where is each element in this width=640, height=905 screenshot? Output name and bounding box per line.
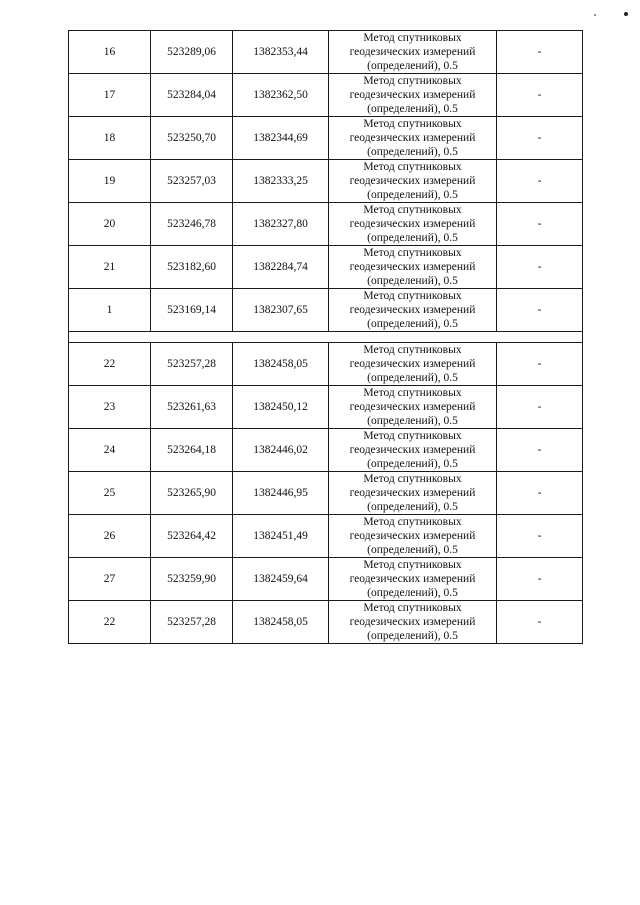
method-line: (определений), 0.5: [367, 232, 458, 244]
table-row: [69, 472, 583, 515]
table-row: [69, 246, 583, 289]
point-number-cell: 18: [69, 117, 151, 160]
method-cell: [329, 386, 497, 429]
method-cell: [329, 246, 497, 289]
table-row: [69, 203, 583, 246]
y-coordinate-cell: 1382362,50: [233, 74, 329, 117]
method-cell: [329, 472, 497, 515]
point-number-cell: 24: [69, 429, 151, 472]
method-line: (определений), 0.5: [367, 630, 458, 642]
method-line: геодезических измерений: [349, 132, 476, 144]
point-number-cell: 21: [69, 246, 151, 289]
method-line: геодезических измерений: [349, 530, 476, 542]
method-line: геодезических измерений: [349, 218, 476, 230]
method-line: геодезических измерений: [349, 444, 476, 456]
y-coordinate-cell: 1382450,12: [233, 386, 329, 429]
y-coordinate-cell: 1382446,95: [233, 472, 329, 515]
note-cell: -: [497, 558, 583, 601]
method-line: геодезических измерений: [349, 304, 476, 316]
y-coordinate-cell: 1382333,25: [233, 160, 329, 203]
table-row: [69, 558, 583, 601]
x-coordinate-cell: 523169,14: [151, 289, 233, 332]
scan-speck: [624, 12, 628, 16]
point-number-cell: 23: [69, 386, 151, 429]
y-coordinate-cell: 1382451,49: [233, 515, 329, 558]
y-coordinate-cell: 1382284,74: [233, 246, 329, 289]
x-coordinate-cell: 523265,90: [151, 472, 233, 515]
method-line: Метод спутниковых: [363, 516, 462, 528]
method-line: Метод спутниковых: [363, 118, 462, 130]
method-line: Метод спутниковых: [363, 602, 462, 614]
x-coordinate-cell: 523259,90: [151, 558, 233, 601]
method-line: геодезических измерений: [349, 616, 476, 628]
note-cell: -: [497, 117, 583, 160]
method-line: (определений), 0.5: [367, 275, 458, 287]
point-number-cell: 20: [69, 203, 151, 246]
method-line: (определений), 0.5: [367, 415, 458, 427]
note-cell: -: [497, 429, 583, 472]
x-coordinate-cell: 523257,28: [151, 343, 233, 386]
note-cell: -: [497, 289, 583, 332]
note-cell: -: [497, 203, 583, 246]
method-cell: [329, 343, 497, 386]
method-line: геодезических измерений: [349, 261, 476, 273]
note-cell: -: [497, 74, 583, 117]
table-row: [69, 31, 583, 74]
note-cell: -: [497, 31, 583, 74]
y-coordinate-cell: 1382458,05: [233, 343, 329, 386]
method-line: Метод спутниковых: [363, 75, 462, 87]
point-number-cell: 22: [69, 601, 151, 644]
method-line: Метод спутниковых: [363, 204, 462, 216]
x-coordinate-cell: 523246,78: [151, 203, 233, 246]
point-number-cell: 26: [69, 515, 151, 558]
method-cell: [329, 515, 497, 558]
method-line: геодезических измерений: [349, 175, 476, 187]
note-cell: -: [497, 246, 583, 289]
table-row: [69, 429, 583, 472]
method-line: Метод спутниковых: [363, 290, 462, 302]
point-number-cell: 16: [69, 31, 151, 74]
note-cell: -: [497, 386, 583, 429]
table-row: [69, 74, 583, 117]
point-number-cell: 22: [69, 343, 151, 386]
x-coordinate-cell: 523257,03: [151, 160, 233, 203]
note-cell: -: [497, 515, 583, 558]
method-cell: [329, 74, 497, 117]
method-line: (определений), 0.5: [367, 146, 458, 158]
x-coordinate-cell: 523264,18: [151, 429, 233, 472]
method-line: Метод спутниковых: [363, 559, 462, 571]
y-coordinate-cell: 1382446,02: [233, 429, 329, 472]
method-line: геодезических измерений: [349, 46, 476, 58]
point-number-cell: 19: [69, 160, 151, 203]
x-coordinate-cell: 523284,04: [151, 74, 233, 117]
y-coordinate-cell: 1382458,05: [233, 601, 329, 644]
method-cell: [329, 160, 497, 203]
y-coordinate-cell: 1382459,64: [233, 558, 329, 601]
method-line: (определений), 0.5: [367, 587, 458, 599]
x-coordinate-cell: 523182,60: [151, 246, 233, 289]
table-row: [69, 289, 583, 332]
method-cell: [329, 558, 497, 601]
y-coordinate-cell: 1382327,80: [233, 203, 329, 246]
method-line: (определений), 0.5: [367, 60, 458, 72]
method-line: Метод спутниковых: [363, 32, 462, 44]
method-line: (определений), 0.5: [367, 189, 458, 201]
note-cell: -: [497, 160, 583, 203]
method-line: геодезических измерений: [349, 487, 476, 499]
separator-cell: [69, 332, 583, 343]
note-cell: -: [497, 601, 583, 644]
table-row: [69, 601, 583, 644]
table-row: [69, 160, 583, 203]
coordinates-table-body: [69, 31, 583, 644]
coordinates-table: [68, 30, 583, 644]
method-line: (определений), 0.5: [367, 544, 458, 556]
method-line: (определений), 0.5: [367, 501, 458, 513]
method-line: Метод спутниковых: [363, 247, 462, 259]
table-row: [69, 515, 583, 558]
x-coordinate-cell: 523257,28: [151, 601, 233, 644]
method-line: (определений), 0.5: [367, 372, 458, 384]
scan-speck-small: [594, 14, 596, 16]
method-cell: [329, 601, 497, 644]
table-row: [69, 386, 583, 429]
y-coordinate-cell: 1382344,69: [233, 117, 329, 160]
method-line: Метод спутниковых: [363, 161, 462, 173]
method-line: (определений), 0.5: [367, 318, 458, 330]
point-number-cell: 25: [69, 472, 151, 515]
method-cell: [329, 203, 497, 246]
method-line: Метод спутниковых: [363, 344, 462, 356]
table-row: [69, 343, 583, 386]
table-row: [69, 117, 583, 160]
y-coordinate-cell: 1382307,65: [233, 289, 329, 332]
method-line: Метод спутниковых: [363, 387, 462, 399]
point-number-cell: 17: [69, 74, 151, 117]
note-cell: -: [497, 343, 583, 386]
x-coordinate-cell: 523289,06: [151, 31, 233, 74]
section-separator-row: [69, 332, 583, 343]
method-line: геодезических измерений: [349, 358, 476, 370]
method-cell: [329, 429, 497, 472]
method-cell: [329, 31, 497, 74]
point-number-cell: 1: [69, 289, 151, 332]
method-line: геодезических измерений: [349, 573, 476, 585]
method-cell: [329, 289, 497, 332]
method-line: геодезических измерений: [349, 401, 476, 413]
method-line: Метод спутниковых: [363, 473, 462, 485]
method-cell: [329, 117, 497, 160]
method-line: (определений), 0.5: [367, 458, 458, 470]
y-coordinate-cell: 1382353,44: [233, 31, 329, 74]
method-line: геодезических измерений: [349, 89, 476, 101]
method-line: (определений), 0.5: [367, 103, 458, 115]
note-cell: -: [497, 472, 583, 515]
point-number-cell: 27: [69, 558, 151, 601]
x-coordinate-cell: 523264,42: [151, 515, 233, 558]
x-coordinate-cell: 523250,70: [151, 117, 233, 160]
method-line: Метод спутниковых: [363, 430, 462, 442]
x-coordinate-cell: 523261,63: [151, 386, 233, 429]
